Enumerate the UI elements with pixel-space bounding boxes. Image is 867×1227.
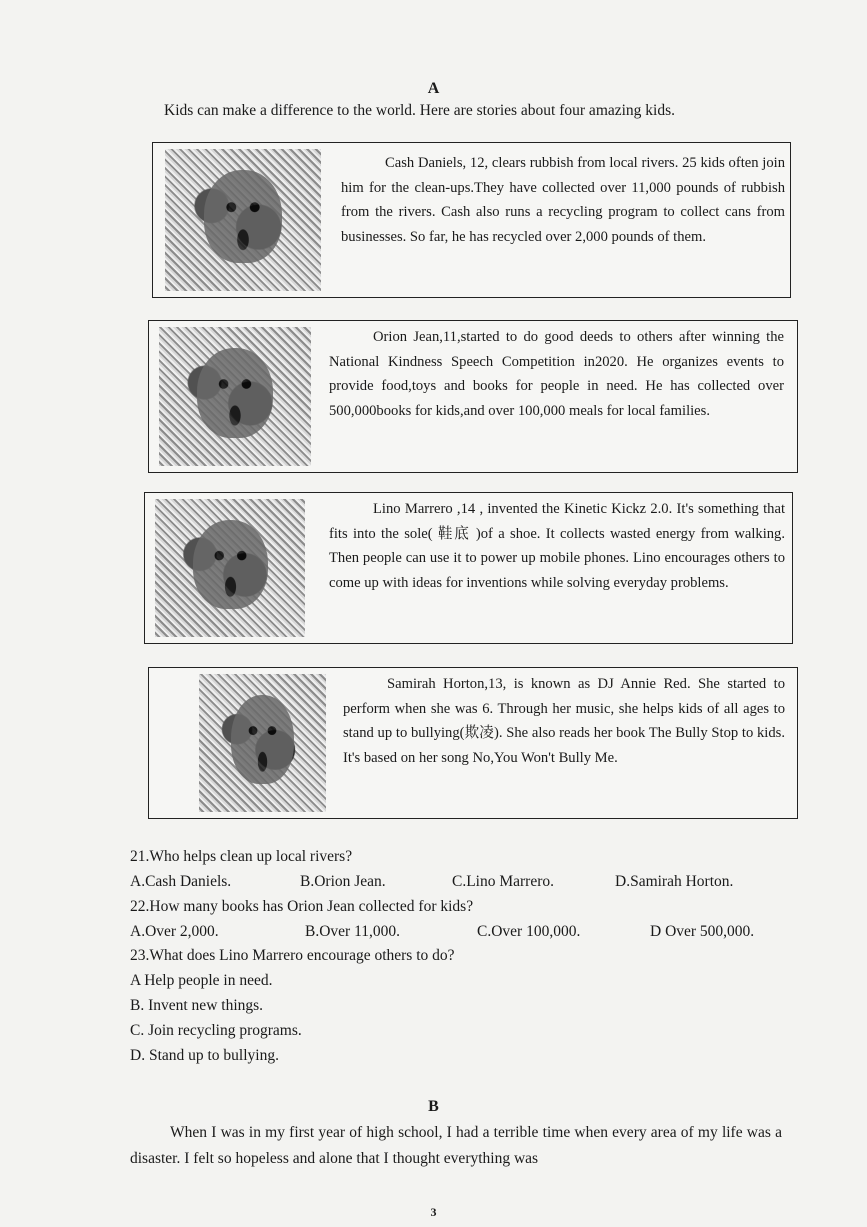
story-card-orion [148, 320, 798, 473]
option-22a: A.Over 2,000. [130, 923, 219, 940]
story-photo [165, 149, 321, 291]
section-b-paragraph: When I was in my first year of high school, I had a terrible time when every area of my life was a disaster. I felt so hopeless and alone that I thought everything was [130, 1124, 782, 1167]
option-23a: A Help people in need. [130, 972, 273, 989]
story-text: Cash Daniels, 12, clears rubbish from local rivers. 25 kids often join him for the clean-ups.They have collected over 11,000 pounds of rubbish from the rivers. Cash also runs a recycling program to collect cans from businesses. So far, he has recycled over 2,000 pounds of them. [341, 155, 785, 245]
option-22b: B.Over 11,000. [305, 923, 400, 940]
story-text: Samirah Horton,13, is known as DJ Annie Red. She started to perform when she was 6. Through her music, she helps kids of all ages to stand up to bullying(欺凌). She also reads her book The Bully Stop to kids. It's based on her song No,You Won't Bully Me. [343, 676, 785, 766]
question-22: 22.How many books has Orion Jean collected for kids? [130, 898, 474, 915]
question-21: 21.Who helps clean up local rivers? [130, 848, 353, 865]
option-23d: D. Stand up to bullying. [130, 1047, 279, 1064]
option-21b: B.Orion Jean. [300, 873, 386, 890]
story-card-samirah [148, 667, 798, 819]
option-23c: C. Join recycling programs. [130, 1022, 302, 1039]
story-card-lino [144, 492, 793, 644]
story-photo [199, 674, 326, 812]
section-a-intro: Kids can make a difference to the world. Here are stories about four amazing kids. [164, 102, 676, 119]
option-22d: D Over 500,000. [650, 923, 755, 940]
story-photo [155, 499, 305, 637]
option-22c: C.Over 100,000. [477, 923, 581, 940]
option-23b: B. Invent new things. [130, 997, 264, 1014]
story-card-cash [152, 142, 791, 298]
story-text: Orion Jean,11,started to do good deeds to others after winning the National Kindness Speech Competition in2020. He organizes events to provide food,toys and books for people in need. He has collected over 500,000books for kids,and over 100,000 meals for local families. [329, 329, 784, 419]
section-b-title: B [428, 1098, 439, 1115]
option-21a: A.Cash Daniels. [130, 873, 232, 890]
page-number: 3 [430, 1205, 437, 1219]
question-23: 23.What does Lino Marrero encourage others to do? [130, 947, 455, 964]
option-21c: C.Lino Marrero. [452, 873, 555, 890]
story-photo [159, 327, 311, 466]
story-text: Lino Marrero ,14 , invented the Kinetic Kickz 2.0. It's something that fits into the sole( 鞋底 )of a shoe. It collects wasted energy from walking. Then people can use it to power up mobile phones. Lino encourages others to come up with ideas for inventions while solving everyday problems. [329, 501, 785, 591]
section-a-title: A [427, 80, 440, 97]
option-21d: D.Samirah Horton. [615, 873, 734, 890]
